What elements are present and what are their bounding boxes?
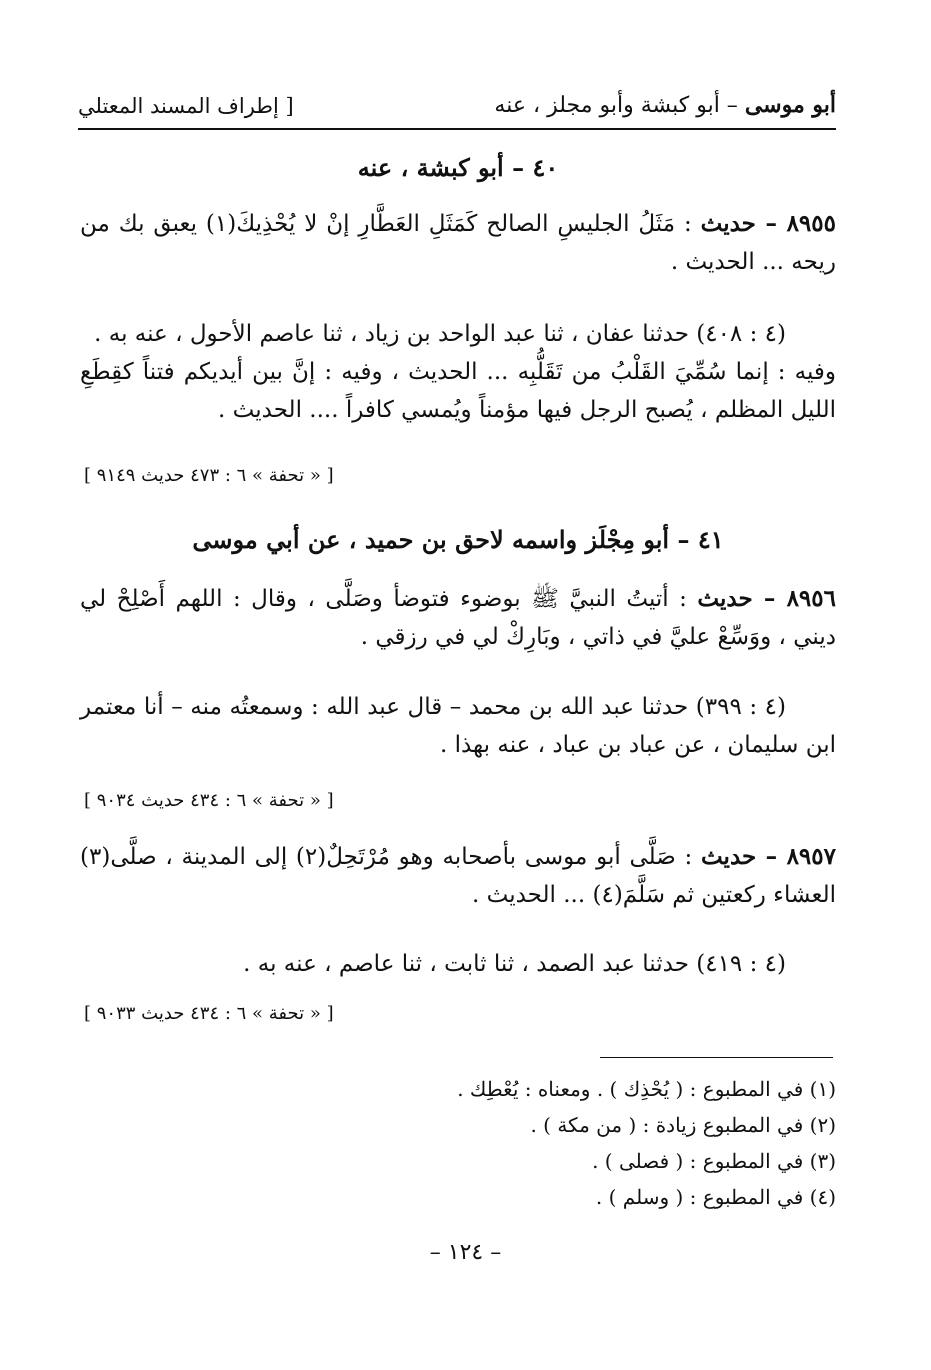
footnote-3: (٣) في المطبوع : ( فصلى ) . xyxy=(592,1149,836,1173)
page-number: – ١٢٤ – xyxy=(429,1240,502,1265)
hadith-keyword: – حديث xyxy=(700,210,787,237)
hadith-text: : صَلَّى أبو موسى بأصحابه وهو مُرْتَحِلٌ(٢) إلى المدينة ، صلَّى(٣) العشاء ركعتين ثم سَلَّمَ(٤) ... الحديث . xyxy=(80,844,836,908)
isnad-8955-continued: وفيه : إنما سُمِّيَ القَلْبُ من تَقَلُّبِه ... الحديث ، وفيه : إنَّ بين أيديكم فتناً كقِطَعِ الليل المظلم ، يُصبح الرجل فيها مؤمناً ويُمسي كافراً .... الحديث . xyxy=(80,359,836,423)
tuhfa-reference: [ « تحفة » ٦ : ٤٧٣ حديث ٩١٤٩ ] xyxy=(84,465,334,486)
hadith-text: : مَثَلُ الجليسِ الصالح كَمَثَلِ العَطَّارِ إنْ لا يُحْذِيكَ(١) يعبق بك من ريحه ... الحديث . xyxy=(80,211,836,275)
section-title-41: ٤١ – أبو مِجْلَز واسمه لاحق بن حميد ، عن أبي موسى xyxy=(192,525,724,554)
footnote-divider xyxy=(600,1057,833,1058)
header-chapter-rest: – أبو كبشة وأبو مجلز ، عنه xyxy=(494,93,745,118)
header-chapter-title xyxy=(494,92,836,118)
isnad-8955: (٤ : ٤٠٨) حدثنا عفان ، ثنا عبد الواحد بن زياد ، ثنا عاصم الأحول ، عنه به . xyxy=(94,321,786,347)
footnote-4: (٤) في المطبوع : ( وسلم ) . xyxy=(595,1185,836,1209)
hadith-number: ٨٩٥٥ xyxy=(786,210,836,237)
isnad-8956: (٤ : ٣٩٩) حدثنا عبد الله بن محمد – قال عبد الله : وسمعتُه منه – أنا معتمر ابن سليمان ، عن عباد بن عباد ، عنه بهذا . xyxy=(80,694,836,758)
hadith-8955 xyxy=(80,205,836,281)
tuhfa-reference: [ « تحفة » ٦ : ٤٣٤ حديث ٩٠٣٣ ] xyxy=(84,1003,334,1024)
hadith-number: ٨٩٥٧ xyxy=(786,843,836,870)
tuhfa-reference: [ « تحفة » ٦ : ٤٣٤ حديث ٩٠٣٤ ] xyxy=(84,790,334,811)
header-book-title: [ إطراف المسند المعتلي xyxy=(78,94,294,118)
isnad-8957: (٤ : ٤١٩) حدثنا عبد الصمد ، ثنا ثابت ، ثنا عاصم ، عنه به . xyxy=(243,951,786,977)
hadith-8957 xyxy=(80,838,836,914)
hadith-number: ٨٩٥٦ xyxy=(786,585,836,612)
hadith-keyword: – حديث xyxy=(697,585,787,612)
footnote-2: (٢) في المطبوع زيادة : ( من مكة ) . xyxy=(530,1113,836,1137)
hadith-keyword: – حديث xyxy=(700,843,787,870)
hadith-text: : أتيتُ النبيَّ ﷺ بوضوء فتوضأ وصَلَّى ، وقال : اللهم أَصْلِحْ لي ديني ، ووَسِّعْ عليَّ في ذاتي ، وبَارِكْ لي في رزقي . xyxy=(80,586,836,650)
section-title-40: ٤٠ – أبو كبشة ، عنه xyxy=(357,153,559,182)
header-chapter-bold: أبو موسى xyxy=(744,92,836,118)
hadith-8956 xyxy=(80,580,836,656)
running-header xyxy=(78,88,836,130)
footnote-1: (١) في المطبوع : ( يُحْذِك ) . ومعناه : يُعْطِك . xyxy=(457,1077,836,1101)
